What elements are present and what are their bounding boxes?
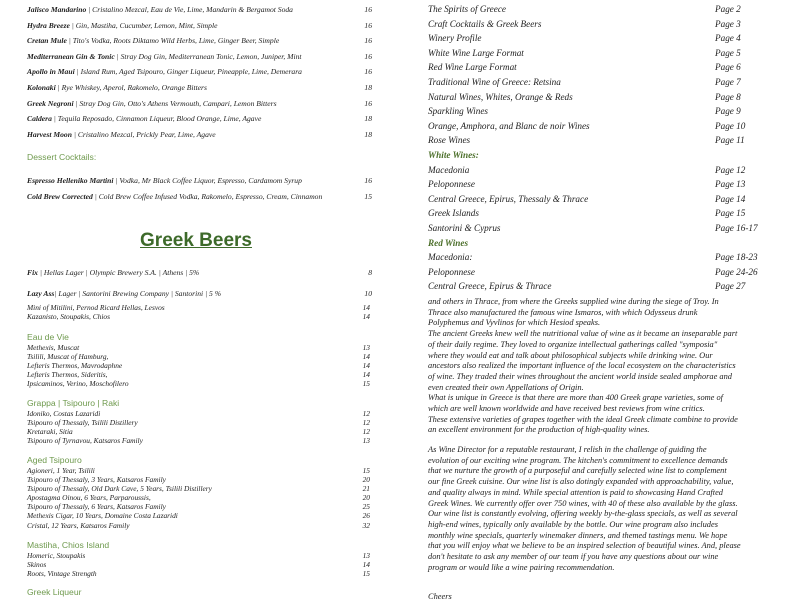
spirit-item xyxy=(27,502,370,511)
toc-page: Page 24-26 xyxy=(715,266,758,277)
item-name: Cristal, 12 Years, Katsaros Family xyxy=(27,520,130,530)
toc-entry xyxy=(428,163,768,178)
toc-label: Macedonia: xyxy=(428,252,473,263)
paragraph-line: that we nurture the growth of a purposeful and carefully selected wine list to complement xyxy=(428,466,727,476)
spirit-item xyxy=(27,303,370,312)
item-price: 13 xyxy=(362,551,370,560)
item-description: | Hellas Lager | Olympic Brewery S.A. | Athens | 5% xyxy=(37,268,200,277)
item-price: 32 xyxy=(362,520,370,530)
paragraph-line: What is unique in Greece is that there are more than 400 Greek grape varieties, some of xyxy=(428,393,723,403)
item-name: Apollo in Maui xyxy=(27,67,75,77)
spirit-item xyxy=(27,379,370,388)
spirit-group-heading: Eau de Vie xyxy=(27,332,69,342)
item-description: | Cold Brew Coffee Infused Vodka, Rakomelo, Espresso, Cream, Cinnamon xyxy=(92,192,323,201)
item-price: 18 xyxy=(364,82,372,92)
toc-entry xyxy=(428,75,768,90)
spirit-item xyxy=(27,312,370,321)
toc-label: Santorini & Cyprus xyxy=(428,222,501,233)
spirit-group-heading: Greek Liqueur xyxy=(27,587,82,597)
toc-page: Page 16-17 xyxy=(715,222,758,233)
item-description: | Lager | Santorini Brewing Company | Santorini | 5 % xyxy=(54,289,222,298)
spirit-item xyxy=(27,343,370,352)
toc-label: Craft Cocktails & Greek Beers xyxy=(428,18,542,29)
spirit-item xyxy=(27,560,370,569)
paragraph-line: and others in Thrace, from where the Greeks supplied wine during the siege of Troy. In xyxy=(428,297,719,306)
item-name: Hydra Breeze xyxy=(27,20,70,30)
item-price: 13 xyxy=(362,436,370,446)
item-price: 14 xyxy=(362,361,370,371)
paragraph-line: Greek Wines. We currently offer over 750 wines, with 40 of these also available by the glass. xyxy=(428,498,738,508)
item-name: Greek Negroni xyxy=(27,98,74,108)
item-name: Lefteris Thermos, Sideritis, xyxy=(27,370,108,380)
greek-beers-title: Greek Beers xyxy=(140,230,252,251)
spirit-item xyxy=(27,370,370,379)
toc-label: Red Wine Large Format xyxy=(428,62,517,73)
toc-label: Central Greece, Epirus, Thessaly & Thrace xyxy=(428,193,589,204)
spirit-group-heading: Mastiha, Chios Island xyxy=(27,540,110,550)
item-price: 15 xyxy=(362,466,370,475)
spirit-item xyxy=(27,427,370,436)
item-name: Kretaraki, Sitia xyxy=(27,427,73,437)
item-name: Agioneri, 1 Year, Tsilili xyxy=(27,466,95,475)
item-description: | Cristalino Mezcal, Prickly Pear, Lime, Agave xyxy=(71,129,216,139)
item-price: 21 xyxy=(362,484,370,494)
item-name: Lazy Ass xyxy=(27,289,55,298)
spirit-group-heading: Aged Tsipouro xyxy=(27,455,82,465)
item-name: Methexis, Muscat xyxy=(27,343,80,352)
item-name: Apostagma Oinou, 6 Years, Parparoussis, xyxy=(27,493,151,503)
paragraph-line: of wine. They traded their wines throughout the ancient world inside sealed amphorae and xyxy=(428,371,732,381)
dessert-cocktail-list xyxy=(27,173,372,205)
spirit-item xyxy=(27,484,370,493)
toc-label: White Wine Large Format xyxy=(428,47,524,58)
table-of-contents xyxy=(428,2,768,294)
toc-label: The Spirits of Greece xyxy=(428,4,506,14)
paragraph-line: an excellent environment for the production of high-quality wines. xyxy=(428,425,650,435)
spirit-group-list xyxy=(27,551,370,578)
toc-page: Page 5 xyxy=(715,47,741,58)
spirit-item xyxy=(27,521,370,530)
paragraph-line: even created their own Appellations of Origin. xyxy=(428,382,584,392)
paragraph-line: program or would like a wine pairing recommendation. xyxy=(428,562,615,572)
paragraph-line: monthly wine specials, quarterly winemaker dinners, and themed tastings menu. We hope xyxy=(428,530,728,540)
beer-list xyxy=(27,262,372,304)
paragraph-line: As Wine Director for a reputable restaurant, I relish in the challenge of guiding the xyxy=(428,445,707,454)
paragraph-line: which are well known worldwide and have received best reviews from wine critics. xyxy=(428,404,705,414)
dessert-cocktails-heading: Dessert Cocktails: xyxy=(27,152,97,162)
toc-label: Sparkling Wines xyxy=(428,106,488,117)
item-price: 18 xyxy=(364,114,372,124)
item-name: Homeric, Stoupakis xyxy=(27,551,86,560)
item-name: Kolonaki xyxy=(27,82,56,92)
item-price: 15 xyxy=(362,569,370,579)
item-name: Mini of Mitilini, Pernod Ricard Hellas, Lesvos xyxy=(27,303,165,312)
toc-label: Orange, Amphora, and Blanc de noir Wines xyxy=(428,120,590,131)
toc-entry xyxy=(428,17,768,32)
paragraph-line: Polyphemus and Vyvlinos for which Hesiod speaks. xyxy=(428,318,601,328)
item-price: 16 xyxy=(364,20,372,30)
spirit-item xyxy=(27,436,370,445)
paragraph-line: that you will enjoy what we believe to be an inspired selection of beautiful wines. And, please xyxy=(428,541,741,551)
item-name: Tsipouro of Thessaly, 3 Years, Katsaros Family xyxy=(27,475,166,485)
toc-page: Page 27 xyxy=(715,281,746,292)
paragraph-line: ancestors also realized the important influence of the local ecosystem on the characteristics xyxy=(428,361,736,371)
item-price: 16 xyxy=(364,36,372,46)
item-name: Kazanisto, Stoupakis, Chios xyxy=(27,312,110,322)
paragraph-line: The ancient Greeks knew well the nutritional value of wine as it became an inseparable part xyxy=(428,329,738,339)
item-price: 16 xyxy=(364,51,372,61)
item-name: Fix xyxy=(27,268,38,277)
menu-item xyxy=(27,111,372,127)
spirit-group-heading: Grappa | Tsipouro | Raki xyxy=(27,398,120,408)
spirit-item xyxy=(27,569,370,578)
toc-page: Page 18-23 xyxy=(715,252,758,263)
toc-page: Page 9 xyxy=(715,106,741,117)
toc-entry xyxy=(428,104,768,119)
toc-label: Greek Islands xyxy=(428,208,479,219)
toc-label: Winery Profile xyxy=(428,33,482,44)
item-name: Tsipouro of Tyrnavou, Katsaros Family xyxy=(27,436,143,446)
toc-entry xyxy=(428,206,768,221)
wine-director-paragraph xyxy=(428,445,790,573)
item-name: Harvest Moon xyxy=(27,129,72,139)
toc-entry xyxy=(428,221,768,236)
toc-label: Natural Wines, Whites, Orange & Reds xyxy=(428,91,573,102)
menu-item xyxy=(27,127,372,143)
item-price: 13 xyxy=(362,343,370,352)
toc-page: Page 6 xyxy=(715,62,741,73)
item-description: | Cristalino Mezcal, Eau de Vie, Lime, Mandarin & Bergamot Soda xyxy=(86,5,293,14)
item-price: 25 xyxy=(362,502,370,512)
toc-page: Page 13 xyxy=(715,179,746,190)
item-price: 14 xyxy=(362,370,370,380)
item-name: Jalisco Mandarino xyxy=(27,5,87,14)
item-description: | Stray Dog Gin, Otto's Athens Vermouth, Campari, Lemon Bitters xyxy=(73,98,277,108)
toc-label: Central Greece, Epirus & Thrace xyxy=(428,281,552,292)
menu-item xyxy=(27,18,372,34)
toc-label: White Wines: xyxy=(428,149,479,160)
spirit-item xyxy=(27,466,370,475)
item-name: Cretan Mule xyxy=(27,36,67,46)
spirit-item xyxy=(27,409,370,418)
toc-entry xyxy=(428,192,768,207)
toc-entry xyxy=(428,265,768,280)
toc-page: Page 14 xyxy=(715,193,746,204)
item-price: 20 xyxy=(362,493,370,503)
spirit-group-list xyxy=(27,466,370,530)
item-description: | Vodka, Mr Black Coffee Liquor, Espresso, Cardamom Syrup xyxy=(113,176,302,185)
paragraph-line: of their daily regime. They loved to organize intellectual gatherings called "symposia" xyxy=(428,339,718,349)
item-description: | Stray Dog Gin, Mediterranean Tonic, Lemon, Juniper, Mint xyxy=(114,51,302,61)
menu-item xyxy=(27,80,372,96)
item-name: Lefteris Thermos, Mavrodaphne xyxy=(27,361,123,371)
item-description: | Tito's Vodka, Roots Diktamo Wild Herbs, Lime, Ginger Beer, Simple xyxy=(66,36,280,46)
toc-page: Page 15 xyxy=(715,208,746,219)
toc-label: Macedonia xyxy=(428,164,470,175)
item-name: Mediterranean Gin & Tonic xyxy=(27,51,115,61)
item-description: | Gin, Mastiha, Cucumber, Lemon, Mint, Simple xyxy=(69,20,218,30)
item-price: 12 xyxy=(362,427,370,437)
item-name: Tsipouro of Thessaly, Tsilili Distillery xyxy=(27,418,138,428)
item-price: 14 xyxy=(362,352,370,362)
item-name: Cold Brew Corrected xyxy=(27,192,93,201)
paragraph-line: These extensive varieties of grapes together with the ideal Greek climate combine to provide xyxy=(428,414,738,424)
toc-page: Page 8 xyxy=(715,91,741,102)
item-description: | Island Rum, Aged Tsipouro, Ginger Liqueur, Pineapple, Lime, Demerara xyxy=(74,67,302,77)
paragraph-line: where they would eat and talk about philosophical subjects while drinking wine. Our xyxy=(428,350,713,360)
item-name: Skinos xyxy=(27,560,47,570)
toc-label: Peloponnese xyxy=(428,266,475,277)
toc-page: Page 2 xyxy=(715,4,741,14)
toc-page: Page 3 xyxy=(715,18,741,29)
toc-label: Red Wines xyxy=(428,237,469,248)
item-price: 16 xyxy=(364,67,372,77)
toc-section-heading xyxy=(428,148,768,163)
item-price: 10 xyxy=(364,289,372,298)
spirit-item xyxy=(27,511,370,520)
spirit-item xyxy=(27,551,370,560)
item-name: Roots, Vintage Strength xyxy=(27,569,97,579)
menu-item xyxy=(27,96,372,112)
toc-page: Page 12 xyxy=(715,164,746,175)
toc-entry xyxy=(428,250,768,265)
paragraph-line: our fine Greek cuisine. Our wine list is also dotingly expanded with approachability, value, xyxy=(428,477,734,487)
spirit-group-list xyxy=(27,409,370,445)
item-name: Methexis Cigar, 10 Years, Domaine Costa Lazaridi xyxy=(27,511,178,521)
toc-entry xyxy=(428,60,768,75)
paragraph-line: don't hesitate to ask any member of our team if you have any questions about our wine xyxy=(428,552,719,562)
menu-item xyxy=(27,262,372,283)
spirit-item xyxy=(27,352,370,361)
item-name: Espresso Helleniko Martini xyxy=(27,176,114,185)
history-paragraph xyxy=(428,297,790,436)
cocktail-list xyxy=(27,2,372,142)
item-name: Idoniko, Costas Lazaridi xyxy=(27,409,101,418)
item-name: Tsipouro of Thessaly, Old Dark Cave, 5 Years, Tsilili Distillery xyxy=(27,484,212,494)
item-price: 16 xyxy=(364,176,372,185)
signoff: Cheers xyxy=(428,592,452,601)
menu-item xyxy=(27,49,372,65)
item-price: 15 xyxy=(364,192,372,201)
paragraph-line: evolution of our exciting wine program. The kitchen's commitment to excellence demands xyxy=(428,455,728,465)
toc-label: Traditional Wine of Greece: Retsina xyxy=(428,76,561,87)
spirit-item xyxy=(27,418,370,427)
toc-page: Page 10 xyxy=(715,120,746,131)
item-price: 26 xyxy=(362,511,370,521)
item-price: 12 xyxy=(362,418,370,428)
item-description: | Rye Whiskey, Aperol, Rakomelo, Orange Bitters xyxy=(55,82,207,92)
item-name: Ipsicaminos, Verino, Moschofilero xyxy=(27,379,129,389)
menu-item xyxy=(27,283,372,304)
toc-entry xyxy=(428,177,768,192)
spirit-group-list xyxy=(27,343,370,388)
item-price: 8 xyxy=(368,268,372,277)
item-price: 15 xyxy=(362,379,370,389)
item-price: 12 xyxy=(362,409,370,418)
item-name: Tsilili, Muscat of Hamburg, xyxy=(27,352,109,362)
toc-entry xyxy=(428,133,768,148)
menu-item xyxy=(27,64,372,80)
item-price: 14 xyxy=(362,312,370,322)
toc-section-heading xyxy=(428,236,768,251)
item-price: 16 xyxy=(364,98,372,108)
toc-entry xyxy=(428,2,768,17)
menu-item xyxy=(27,33,372,49)
item-price: 14 xyxy=(362,560,370,570)
item-name: Tsipouro of Thessaly, 6 Years, Katsaros Family xyxy=(27,502,166,512)
spirit-item xyxy=(27,475,370,484)
paragraph-line: Thrace also manufactured the famous wine Ismaros, with which Odysseus drunk xyxy=(428,307,698,317)
item-price: 20 xyxy=(362,475,370,485)
item-price: 14 xyxy=(362,303,370,312)
item-price: 16 xyxy=(364,5,372,14)
spirit-item xyxy=(27,493,370,502)
toc-entry xyxy=(428,119,768,134)
toc-entry xyxy=(428,90,768,105)
paragraph-line: and quality always in mind. While special attention is paid to showcasing Hand Crafted xyxy=(428,487,723,497)
toc-page: Page 11 xyxy=(715,135,745,146)
item-price: 18 xyxy=(364,129,372,139)
toc-label: Rose Wines xyxy=(428,135,471,146)
item-name: Caldera xyxy=(27,114,52,124)
toc-label: Peloponnese xyxy=(428,179,475,190)
toc-page: Page 7 xyxy=(715,76,741,87)
toc-entry xyxy=(428,46,768,61)
toc-page: Page 4 xyxy=(715,33,741,44)
menu-item xyxy=(27,189,372,205)
paragraph-line: Our wine list is constantly evolving, offering weekly by-the-glass specials, as well as several xyxy=(428,509,738,519)
ouzo-list xyxy=(27,303,370,321)
toc-entry xyxy=(428,279,768,294)
menu-item xyxy=(27,2,372,18)
menu-item xyxy=(27,173,372,189)
paragraph-line: high-end wines, typically only available by the bottle. Our wine program also includes xyxy=(428,519,718,529)
toc-entry xyxy=(428,31,768,46)
spirit-item xyxy=(27,361,370,370)
item-description: | Tequila Reposado, Cinnamon Liqueur, Blood Orange, Lime, Agave xyxy=(51,114,262,124)
